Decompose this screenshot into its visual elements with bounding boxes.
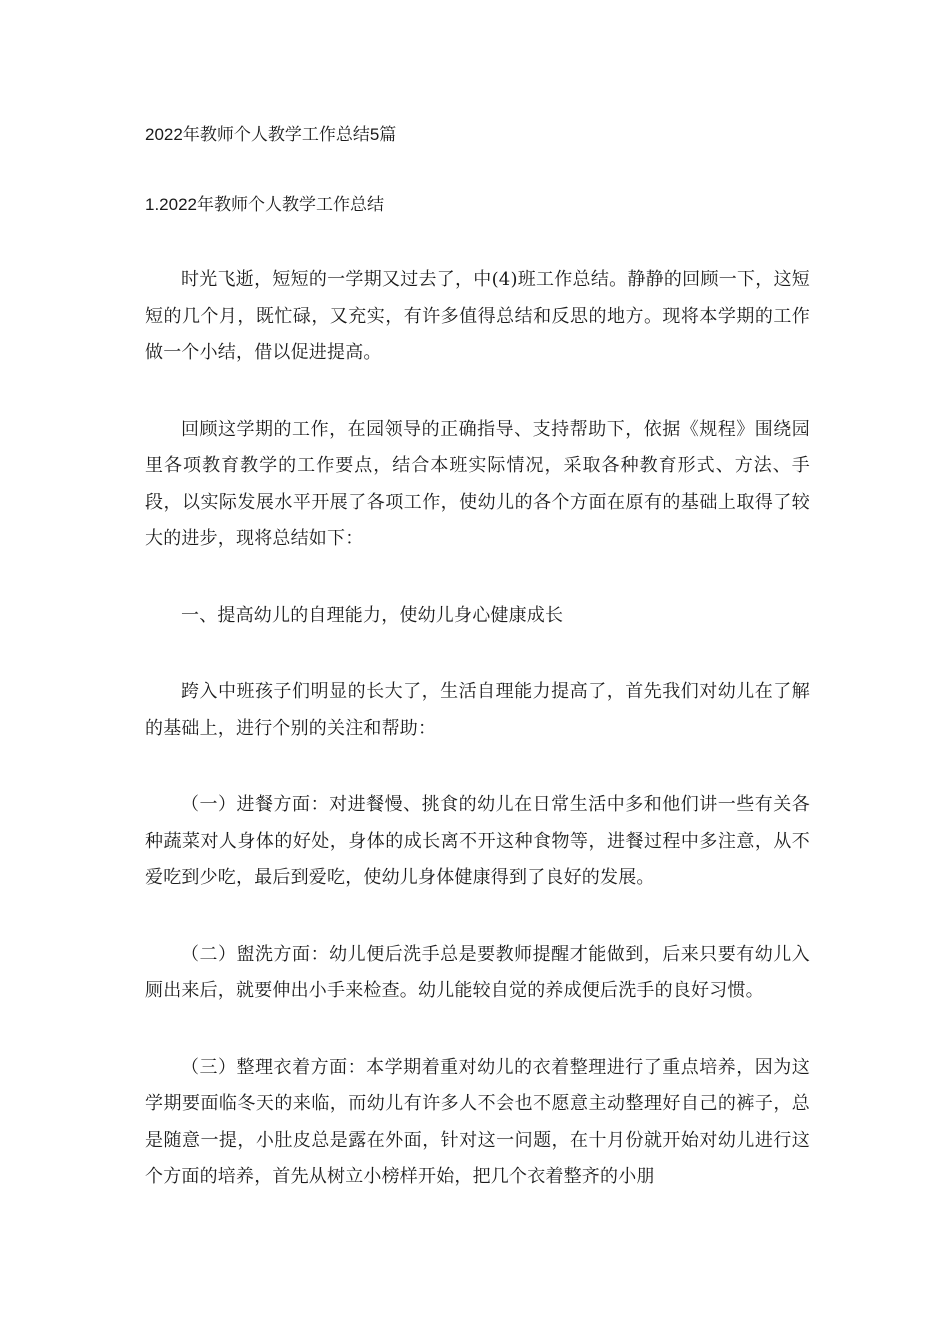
document-title: 2022年教师个人教学工作总结5篇 [145,125,397,144]
section-heading: 1.2022年教师个人教学工作总结 [145,195,384,214]
paragraph-washing: （二）盥洗方面：幼儿便后洗手总是要教师提醒才能做到，后来只要有幼儿入厕出来后，就要伸出小手来检查。幼儿能较自觉的养成便后洗手的良好习惯。 [145,943,810,1001]
paragraph-clothing: （三）整理衣着方面：本学期着重对幼儿的衣着整理进行了重点培养，因为这学期要面临冬天的来临，而幼儿有许多人不会也不愿意主动整理好自己的裤子，总是随意一提，小肚皮总是露在外面，针对这一问题，在十月份就开始对幼儿进行这个方面的培养，首先从树立小榜样开始，把几个衣着整齐的小朋 [145,1056,810,1187]
paragraph-meals: （一）进餐方面：对进餐慢、挑食的幼儿在日常生活中多和他们讲一些有关各种蔬菜对人身体的好处，身体的成长离不开这种食物等，进餐过程中多注意，从不爱吃到少吃，最后到爱吃，使幼儿身体健康得到了良好的发展。 [145,794,810,888]
paragraph-review: 回顾这学期的工作，在园领导的正确指导、支持帮助下，依据《规程》围绕园里各项教育教学的工作要点，结合本班实际情况，采取各种教育形式、方法、手段，以实际发展水平开展了各项工作，使幼儿的各个方面在原有的基础上取得了较大的进步，现将总结如下： [145,418,810,549]
paragraph-self-care-intro: 跨入中班孩子们明显的长大了，生活自理能力提高了，首先我们对幼儿在了解的基础上，进行个别的关注和帮助： [145,681,810,739]
document-page [145,120,810,1236]
paragraph-intro: 时光飞逝，短短的一学期又过去了，中(4)班工作总结。静静的回顾一下，这短短的几个月，既忙碌，又充实，有许多值得总结和反思的地方。现将本学期的工作做一个小结，借以促进提高。 [145,269,810,363]
section-heading-self-care: 一、提高幼儿的自理能力，使幼儿身心健康成长 [181,604,564,626]
